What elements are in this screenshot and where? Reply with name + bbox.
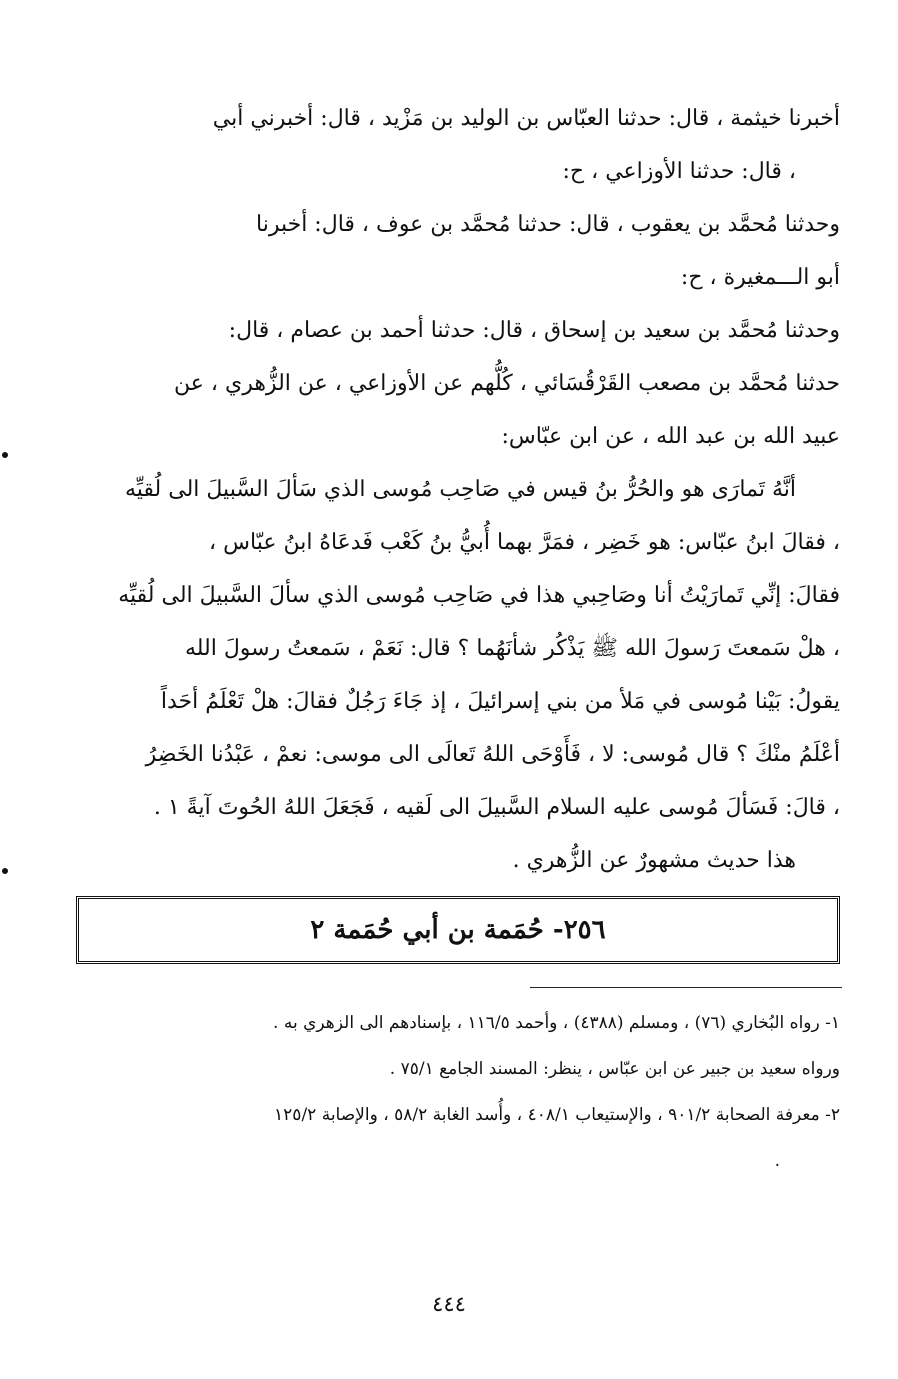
text-line: يقولُ: بَيْنا مُوسى في مَلأ من بني إسرائيلَ ، إذ جَاءَ رَجُلٌ فقالَ: هلْ تَعْلَمُ أحَداً <box>160 689 840 714</box>
text-line: ، هلْ سَمعتَ رَسولَ الله ﷺ يَذْكُر شأنَهُما ؟ قال: نَعَمْ ، سَمعتُ رسولَ الله <box>184 636 840 661</box>
margin-mark <box>2 452 8 458</box>
text-line: أعْلَمُ منْكَ ؟ قال مُوسى: لا ، فَأَوْحَى اللهُ تَعالَى الى موسى: نعمْ ، عَبْدُنا الخَضِرُ <box>145 742 840 767</box>
text-line: وحدثنا مُحمَّد بن يعقوب ، قال: حدثنا مُحمَّد بن عوف ، قال: أخبرنا <box>256 212 840 237</box>
text-line: وحدثنا مُحمَّد بن سعيد بن إسحاق ، قال: حدثنا أحمد بن عصام ، قال: <box>228 318 840 343</box>
footnotes <box>80 1000 840 1184</box>
text-line: ، قالَ: فَسَألَ مُوسى عليه السلام السَّبيلَ الى لَقيه ، فَجَعَلَ اللهُ الحُوتَ آيةً ١ . <box>153 795 840 820</box>
text-line: أنَّهُ تَمارَى هو والحُرُّ بنُ قيس في صَاحِب مُوسى الذي سَألَ السَّبيلَ الى لُقيِّه <box>124 477 796 502</box>
section-heading: ٢٥٦- حُمَمة بن أبي حُمَمة ٢ <box>310 915 606 945</box>
footnote-divider <box>530 987 842 988</box>
text-line: ، فقالَ ابنُ عبّاس: هو خَضِر ، فمَرَّ بهما أُبيُّ بنُ كَعْب فَدعَاهُ ابنُ عبّاس ، <box>209 530 840 555</box>
text-line: أخبرنا خيثمة ، قال: حدثنا العبّاس بن الوليد بن مَزْيد ، قال: أخبرني أبي <box>212 106 840 131</box>
page-number: ٤٤٤ <box>432 1292 466 1316</box>
text-line: هذا حديث مشهورٌ عن الزُّهري . <box>512 848 796 873</box>
footnote-line: . <box>774 1151 780 1171</box>
text-line: عبيد الله بن عبد الله ، عن ابن عبّاس: <box>501 424 840 449</box>
text-line: حدثنا مُحمَّد بن مصعب القَرْقُسَائي ، كُلُّهم عن الأوزاعي ، عن الزُّهري ، عن <box>174 371 840 396</box>
footnote-line: ٢- معرفة الصحابة ٩٠١/٢ ، والإستيعاب ٤٠٨/١ ، وأُسد الغابة ٥٨/٢ ، والإصابة ١٢٥/٢ <box>274 1105 840 1125</box>
text-line: فقالَ: إنِّي تَمارَيْتُ أنا وصَاحِبي هذا في صَاحِب مُوسى الذي سألَ السَّبيلَ الى لُقيِّه <box>118 583 840 608</box>
body-text <box>80 92 840 887</box>
section-heading-box <box>76 896 840 964</box>
footnote-line: ورواه سعيد بن جبير عن ابن عبّاس ، ينظر: المسند الجامع ٧٥/١ . <box>389 1059 840 1079</box>
text-line: أبو الـــمغيرة ، ح: <box>680 265 840 290</box>
margin-mark <box>2 868 8 874</box>
footnote-line: ١- رواه البُخاري (٧٦) ، ومسلم (٤٣٨٨) ، وأحمد ١١٦/٥ ، بإسنادهم الى الزهري به . <box>273 1013 840 1033</box>
text-line: ، قال: حدثنا الأوزاعي ، ح: <box>562 159 796 184</box>
